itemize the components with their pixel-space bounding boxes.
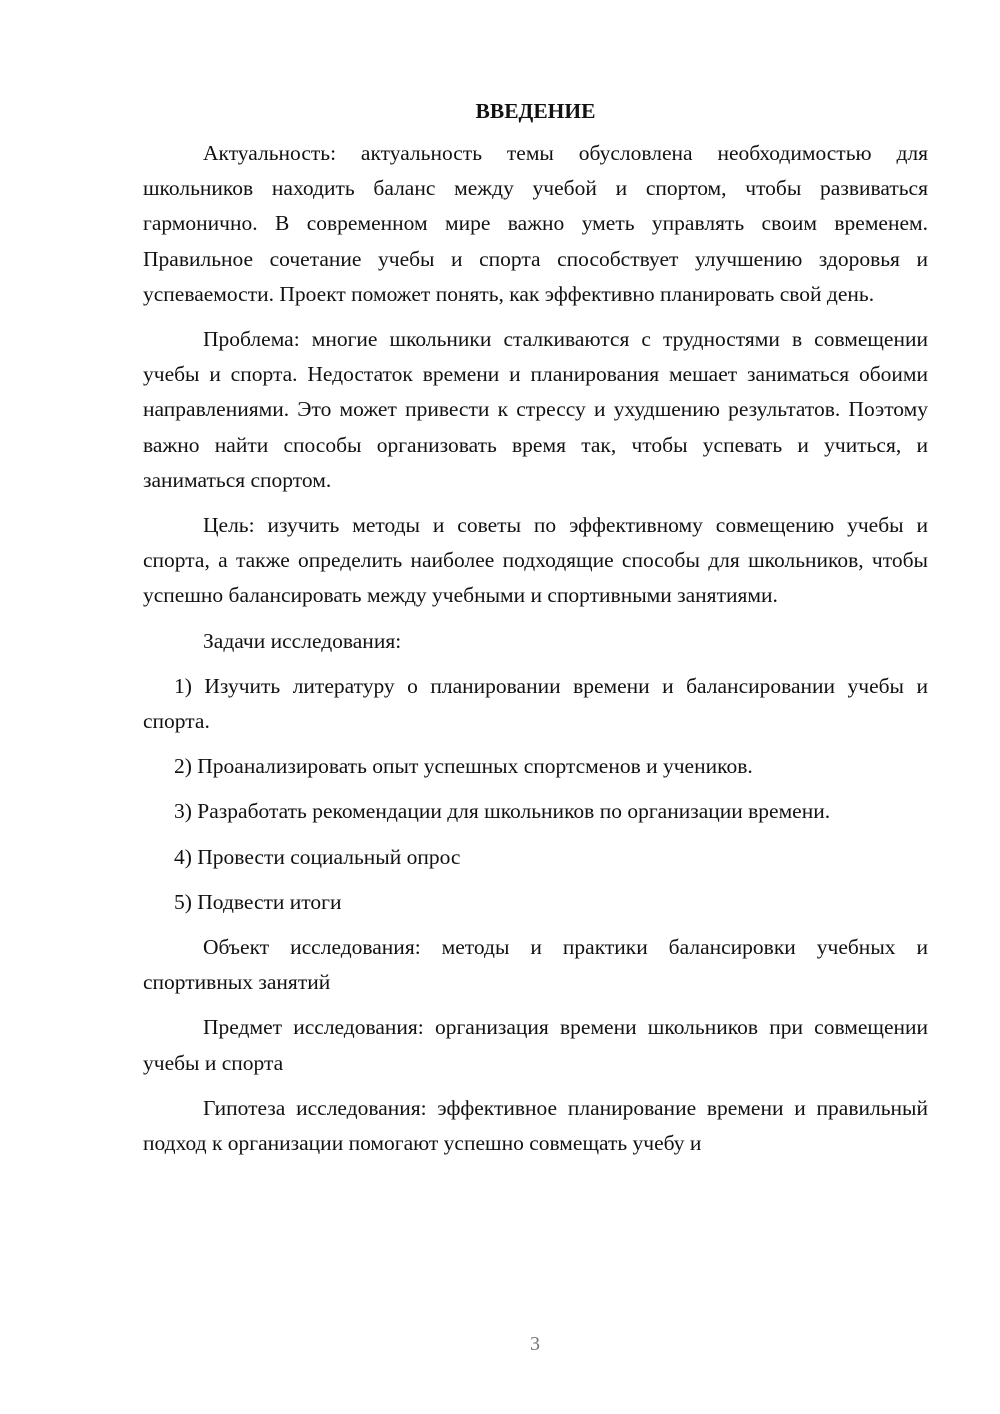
- page-content: [143, 96, 928, 1171]
- task-item-3: 3) Разработать рекомендации для школьников по организации времени.: [174, 799, 831, 824]
- object-paragraph: Объект исследования: методы и практики балансировки учебных и спортивных занятий: [143, 935, 928, 995]
- relevance-paragraph: Актуальность: актуальность темы обусловлена необходимостью для школьников находить баланс между учебой и спортом, чтобы развиваться гармонично. В современном мире важно уметь управлять своим временем. Правильное сочетание учебы и спорта способствует улучшению здоровья и успеваемости. Проект поможет понять, как эффективно планировать свой день.: [143, 141, 928, 306]
- task-item-5: 5) Подвести итоги: [174, 889, 342, 914]
- task-item-2: 2) Проанализировать опыт успешных спортсменов и учеников.: [174, 754, 753, 779]
- problem-paragraph: Проблема: многие школьники сталкиваются с трудностями в совмещении учебы и спорта. Недостаток времени и планирования мешает заниматься обоими направлениями. Это может привести к стрессу и ухудшению результатов. Поэтому важно найти способы организовать время так, чтобы успевать и учиться, и заниматься спортом.: [143, 327, 928, 492]
- section-heading: ВВЕДЕНИЕ: [475, 99, 596, 123]
- hypothesis-paragraph: Гипотеза исследования: эффективное планирование времени и правильный подход к организации помогают успешно совмещать учебу и: [143, 1095, 928, 1156]
- task-item-1: 1) Изучить литературу о планировании времени и балансировании учебы и спорта.: [143, 673, 928, 734]
- task-item-4: 4) Провести социальный опрос: [174, 844, 461, 869]
- page-number: 3: [530, 1333, 540, 1355]
- tasks-heading: Задачи исследования:: [203, 628, 402, 653]
- goal-paragraph: Цель: изучить методы и советы по эффективному совмещению учебы и спорта, а также определить наиболее подходящие способы для школьников, чтобы успешно балансировать между учебными и спортивными занятиями.: [143, 513, 928, 608]
- subject-paragraph: Предмет исследования: организация времени школьников при совмещении учебы и спорта: [143, 1015, 928, 1075]
